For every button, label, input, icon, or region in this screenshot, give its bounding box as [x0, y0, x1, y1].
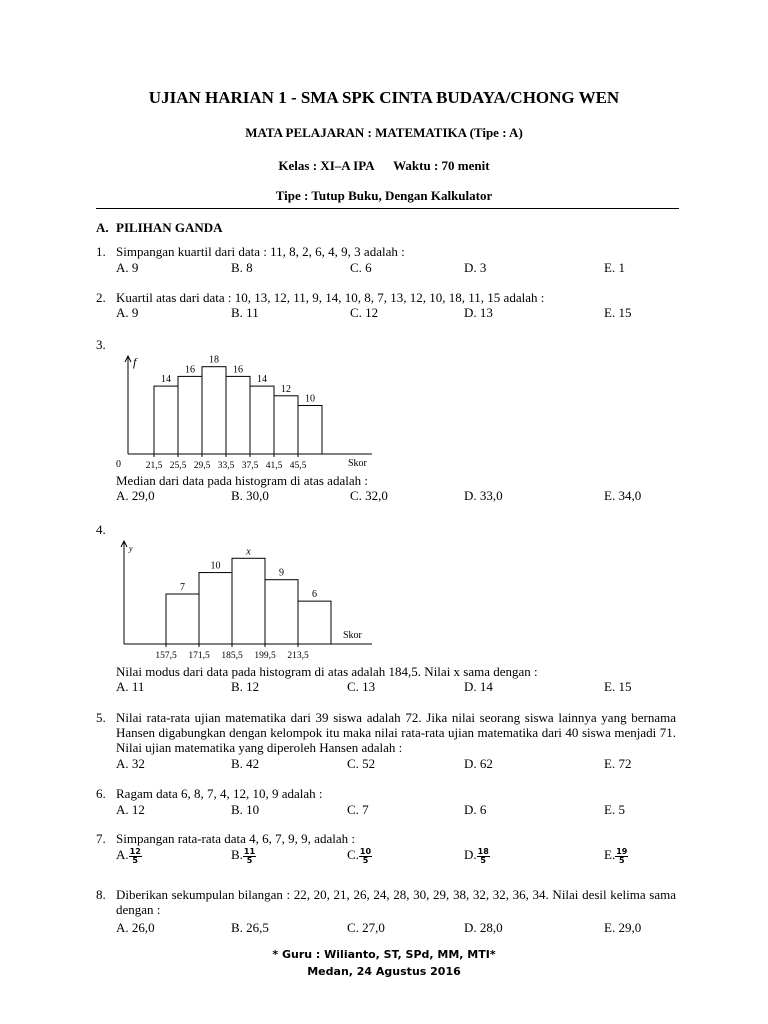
option: B. 30,0: [231, 488, 269, 503]
option-fraction: [464, 847, 490, 865]
histogram-bar: [226, 376, 250, 454]
x-tick-label: 171,5: [188, 651, 210, 661]
bar-value-label: 14: [161, 374, 171, 386]
question-number: 4.: [96, 522, 106, 537]
option: E. 15: [604, 679, 632, 694]
option-label: A.: [116, 847, 129, 862]
fraction: [477, 848, 490, 865]
question-number: 6.: [96, 786, 106, 801]
teacher-line: * Guru : Wilianto, ST, SPd, MM, MTI*: [272, 948, 496, 961]
option: A. 26,0: [116, 920, 155, 935]
histogram-1-bars: [154, 367, 322, 454]
option: E. 15: [604, 305, 632, 320]
x-tick-label: 33,5: [217, 461, 235, 471]
question-number: 8.: [96, 887, 106, 902]
fraction: [615, 848, 628, 865]
bar-value-label: 16: [233, 364, 243, 376]
bar-value-label: 6: [312, 589, 317, 601]
option: B. 10: [231, 802, 260, 817]
histogram-bar: [178, 376, 202, 454]
question-text: Nilai rata-rata ujian matematika dari 39 siswa adalah 72. Jika nilai seorang siswa lainnya yang bernama Hansen digabungkan dengan kelompok itu maka nilai rata-rata ujian matematika dari 40 siswa menjadi 71. Nilai ujian matematika yang diperoleh Hansen adalah :: [116, 710, 676, 755]
fraction: [359, 848, 372, 865]
histogram-2: [110, 535, 390, 665]
histogram-1: [110, 350, 390, 475]
option: E. 72: [604, 756, 632, 771]
denominator: 5: [480, 855, 486, 865]
question-text: Diberikan sekumpulan bilangan : 22, 20, 21, 26, 24, 28, 30, 29, 38, 32, 32, 36, 34. Nilai desil kelima sama dengan :: [116, 887, 676, 917]
exam-title: UJIAN HARIAN 1 - SMA SPK CINTA BUDAYA/CHONG WEN: [148, 88, 620, 107]
section-letter: A.: [96, 220, 109, 235]
question-text: Kuartil atas dari data : 10, 13, 12, 11, 9, 14, 10, 8, 7, 13, 12, 10, 18, 11, 15 adalah :: [116, 290, 545, 305]
bar-value-label: 14: [257, 374, 267, 386]
x-tick-label: 37,5: [241, 461, 259, 471]
option-fraction: [116, 847, 142, 865]
histogram-bar: [202, 367, 226, 454]
option: D. 33,0: [464, 488, 503, 503]
question-number: 3.: [96, 337, 106, 352]
option: C. 7: [347, 802, 369, 817]
bar-value-label: 12: [281, 383, 291, 395]
option: A. 9: [116, 260, 139, 275]
x-tick-label: 41,5: [265, 461, 283, 471]
class-time-line: Kelas : XI–A IPA Waktu : 70 menit: [278, 158, 490, 173]
histogram-2-bars: [166, 558, 331, 644]
option-label: E.: [604, 847, 616, 862]
option: A. 32: [116, 756, 145, 771]
option-fraction: [231, 847, 256, 865]
question-text: Nilai modus dari data pada histogram di atas adalah 184,5. Nilai x sama dengan :: [116, 664, 538, 679]
bar-value-label: 7: [180, 582, 185, 593]
origin-label: 0: [116, 459, 121, 470]
x-tick-label: 21,5: [145, 461, 163, 471]
option: D. 3: [464, 260, 487, 275]
option: A. 9: [116, 305, 139, 320]
bar-value-label: 10: [210, 560, 221, 572]
question-number: 1.: [96, 244, 106, 259]
option: A. 12: [116, 802, 145, 817]
x-tick-label: 185,5: [221, 651, 243, 661]
x-tick-label: 213,5: [287, 651, 309, 661]
x-tick-label: 157,5: [155, 651, 177, 661]
option: B. 11: [231, 305, 259, 320]
option: C. 6: [350, 260, 372, 275]
bar-value-label: 9: [279, 567, 284, 579]
x-axis-label: Skor: [343, 630, 362, 641]
histogram-bar: [232, 558, 265, 644]
header-divider: [96, 208, 679, 209]
option: D. 6: [464, 802, 487, 817]
option: C. 12: [350, 305, 379, 320]
histogram-bar: [199, 573, 232, 644]
option: C. 27,0: [347, 920, 385, 935]
option-label: D.: [464, 847, 477, 862]
option-fraction: [347, 847, 372, 865]
question-text: Ragam data 6, 8, 7, 4, 12, 10, 9 adalah :: [116, 786, 323, 801]
option: D. 14: [464, 679, 493, 694]
option-label: C.: [347, 847, 359, 862]
question-number: 2.: [96, 290, 106, 305]
x-axis-label: Skor: [348, 458, 367, 469]
question-text: Simpangan rata-rata data 4, 6, 7, 9, 9, adalah :: [116, 831, 355, 846]
option: A. 11: [116, 679, 145, 694]
histogram-bar: [298, 601, 331, 644]
histogram-bar: [265, 580, 298, 644]
option: D. 13: [464, 305, 493, 320]
option: D. 28,0: [464, 920, 503, 935]
option: C. 52: [347, 756, 376, 771]
option: E. 29,0: [604, 920, 642, 935]
question-text: Simpangan kuartil dari data : 11, 8, 2, 6, 4, 9, 3 adalah :: [116, 244, 405, 259]
numerator: 10: [359, 846, 372, 856]
histogram-bar: [250, 386, 274, 454]
option: E. 34,0: [604, 488, 642, 503]
option: B. 26,5: [231, 920, 269, 935]
fraction: [129, 848, 142, 865]
x-tick-label: 199,5: [254, 651, 276, 661]
bar-value-label: 10: [305, 393, 315, 405]
question-text: Median dari data pada histogram di atas adalah :: [116, 473, 368, 488]
section-title: PILIHAN GANDA: [116, 220, 223, 235]
option: A. 29,0: [116, 488, 155, 503]
histogram-bar: [166, 594, 199, 644]
x-tick-label: 29,5: [193, 461, 211, 471]
numerator: 11: [243, 846, 256, 856]
bar-value-label: x: [246, 546, 251, 558]
denominator: 5: [246, 855, 253, 865]
option-label: B.: [231, 847, 243, 862]
histogram-bar: [274, 396, 298, 454]
option: C. 32,0: [350, 488, 388, 503]
option: B. 42: [231, 756, 260, 771]
option: D. 62: [464, 756, 493, 771]
bar-value-label: 16: [185, 364, 195, 376]
denominator: 5: [362, 855, 369, 865]
exam-type-line: Tipe : Tutup Buku, Dengan Kalkulator: [275, 188, 493, 203]
option: E. 5: [604, 802, 625, 817]
option: C. 13: [347, 679, 376, 694]
x-tick-label: 25,5: [169, 461, 187, 471]
histogram-bar: [298, 406, 322, 455]
denominator: 5: [618, 855, 625, 865]
y-axis-label: y: [129, 544, 133, 553]
fraction: [243, 848, 256, 865]
option: B. 8: [231, 260, 253, 275]
numerator: 18: [477, 846, 489, 856]
place-date-line: Medan, 24 Agustus 2016: [307, 965, 461, 978]
option: E. 1: [604, 260, 625, 275]
x-tick-label: 45,5: [289, 461, 307, 471]
subject-line: MATA PELAJARAN : MATEMATIKA (Tipe : A): [245, 125, 523, 140]
y-axis-label: f: [133, 355, 137, 369]
section-heading: [96, 220, 223, 236]
denominator: 5: [132, 855, 138, 865]
bar-value-label: 18: [209, 354, 219, 366]
numerator: 19: [616, 846, 628, 856]
question-number: 5.: [96, 710, 106, 725]
question-number: 7.: [96, 831, 106, 846]
numerator: 12: [129, 846, 141, 856]
option: B. 12: [231, 679, 260, 694]
histogram-bar: [154, 386, 178, 454]
option-fraction: [604, 847, 628, 865]
